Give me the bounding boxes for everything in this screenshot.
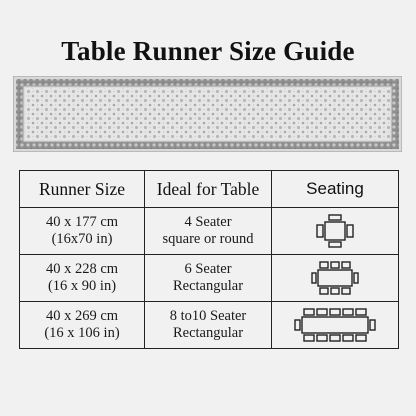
size-guide-table	[19, 170, 399, 349]
table-row	[20, 302, 399, 349]
header-runner-size: Runner Size	[20, 171, 145, 208]
table-row	[20, 208, 399, 255]
size-cm: 40 x 269 cm	[45, 308, 119, 324]
table-runner-image	[13, 76, 402, 152]
ideal-table-cell	[145, 302, 272, 349]
runner-size-cell	[20, 302, 145, 349]
seating-cell	[272, 302, 399, 349]
header-seating: Seating	[272, 171, 399, 208]
ideal-seater: 6 Seater	[184, 261, 232, 277]
rect-table-6-chairs-icon	[310, 260, 360, 296]
size-in: (16 x 90 in)	[47, 278, 117, 294]
ideal-shape: Rectangular	[172, 278, 244, 294]
size-cm: 40 x 228 cm	[45, 261, 119, 277]
ideal-table-cell	[145, 208, 272, 255]
rect-table-10-chairs-icon	[293, 307, 377, 343]
ideal-seater: 4 Seater	[184, 214, 232, 230]
ideal-shape: Rectangular	[172, 325, 244, 341]
seating-cell	[272, 255, 399, 302]
ideal-shape: square or round	[162, 231, 254, 247]
table-header-row	[20, 171, 399, 208]
ideal-table-cell	[145, 255, 272, 302]
square-table-4-chairs-icon	[315, 214, 355, 248]
page-title: Table Runner Size Guide	[61, 36, 355, 66]
size-cm: 40 x 177 cm	[45, 214, 119, 230]
size-in: (16 x 106 in)	[44, 325, 120, 341]
header-ideal-for-table: Ideal for Table	[145, 171, 272, 208]
ideal-seater: 8 to10 Seater	[169, 308, 247, 324]
table-row	[20, 255, 399, 302]
runner-size-cell	[20, 208, 145, 255]
runner-size-cell	[20, 255, 145, 302]
size-in: (16x70 in)	[51, 231, 113, 247]
seating-cell	[272, 208, 399, 255]
